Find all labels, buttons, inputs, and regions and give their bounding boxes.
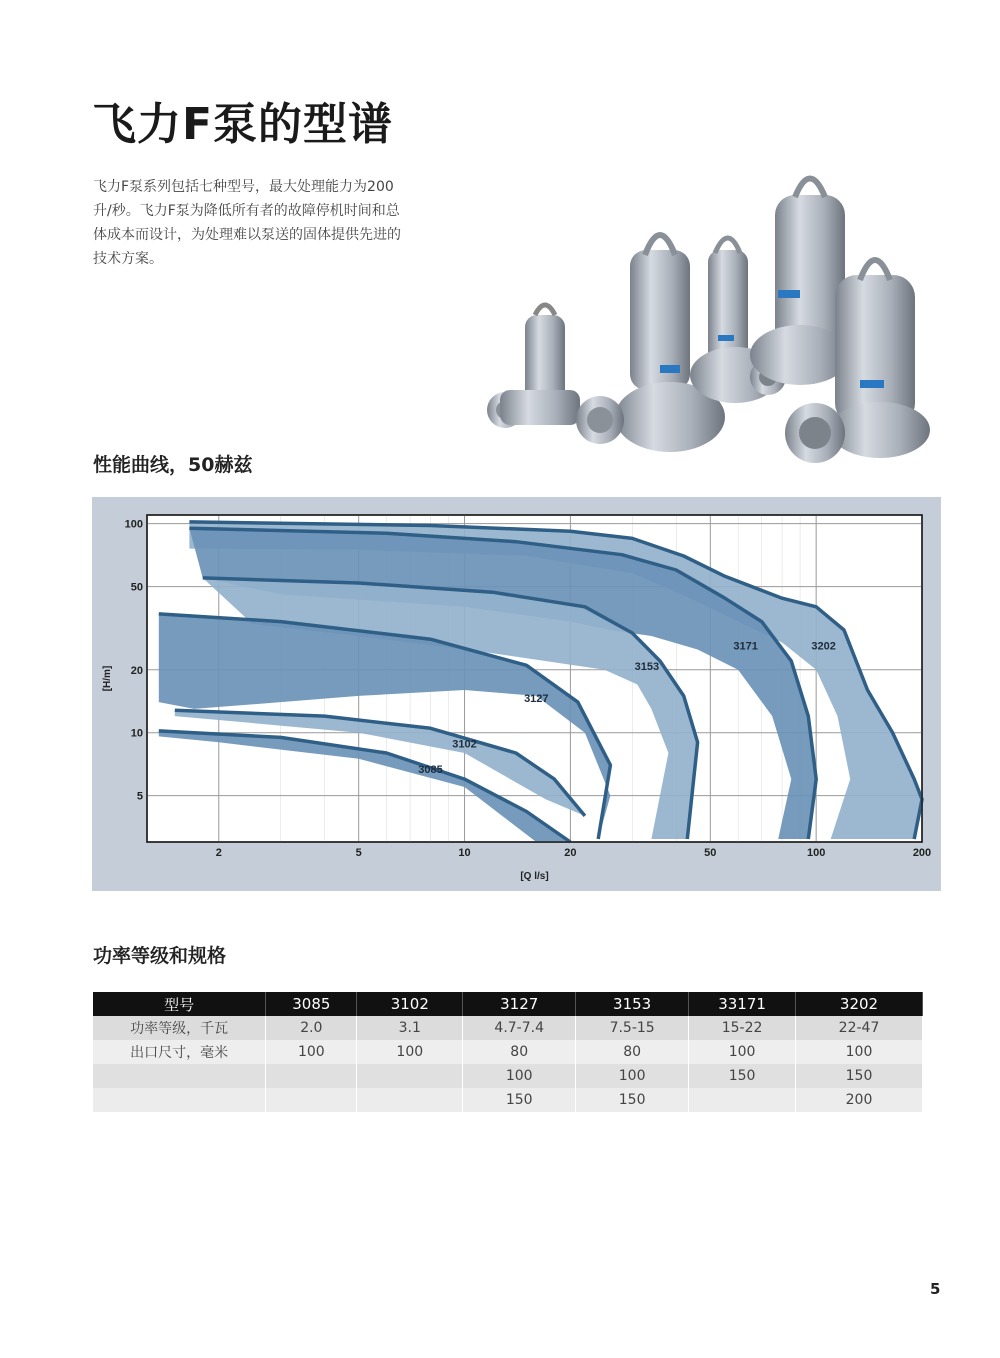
series-label: 3102 <box>452 738 477 751</box>
table-cell: 功率等级，千瓦 <box>93 1016 266 1040</box>
table-cell <box>357 1088 463 1112</box>
x-tick-label: 2 <box>215 847 222 859</box>
table-cell: 100 <box>689 1040 796 1064</box>
series-label: 3153 <box>634 660 660 673</box>
page-title: 飞力F泵的型谱 <box>92 99 394 150</box>
table-cell: 100 <box>576 1064 689 1088</box>
chart-section-title: 性能曲线，50赫兹 <box>93 454 253 476</box>
table-header-cell: 3127 <box>463 992 576 1016</box>
table-cell <box>93 1064 266 1088</box>
performance-chart-svg <box>92 497 941 891</box>
y-tick-label: 10 <box>130 727 143 740</box>
x-tick-label: 50 <box>704 847 717 859</box>
table-cell: 22-47 <box>796 1016 923 1040</box>
pump-small <box>487 305 580 428</box>
table-header-cell: 3202 <box>796 992 923 1016</box>
pump-medium <box>576 235 725 452</box>
table-header-cell: 3085 <box>266 992 357 1016</box>
table-cell: 150 <box>463 1088 576 1112</box>
table-cell: 15-22 <box>689 1016 796 1040</box>
table-row <box>93 1016 923 1040</box>
table-cell <box>689 1088 796 1112</box>
table-cell <box>93 1088 266 1112</box>
table-cell: 100 <box>266 1040 357 1064</box>
x-tick-label: 100 <box>806 847 826 859</box>
y-tick-label: 20 <box>130 664 143 677</box>
x-tick-label: 200 <box>912 847 932 859</box>
table-header-cell: 型号 <box>93 992 266 1016</box>
table-cell <box>266 1088 357 1112</box>
intro-paragraph: 飞力F泵系列包括七种型号，最大处理能力为200 升/秒。飞力F泵为降低所有者的故障停机时间和总体成本而设计，为处理难以泵送的固体提供先进的 技术方案。 <box>93 179 401 267</box>
table-cell: 100 <box>796 1040 923 1064</box>
table-cell: 80 <box>463 1040 576 1064</box>
y-axis-label: [H/m] <box>102 665 113 692</box>
series-label: 3171 <box>733 640 758 653</box>
pump-product-image <box>480 155 930 485</box>
table-cell: 4.7-7.4 <box>463 1016 576 1040</box>
table-cell <box>357 1064 463 1088</box>
table-header-cell: 3153 <box>576 992 689 1016</box>
y-tick-label: 50 <box>130 581 143 594</box>
table-cell: 150 <box>689 1064 796 1088</box>
table-cell: 100 <box>357 1040 463 1064</box>
table-header-cell: 3102 <box>357 992 463 1016</box>
series-label: 3202 <box>811 640 836 653</box>
table-cell: 80 <box>576 1040 689 1064</box>
table-cell: 2.0 <box>266 1016 357 1040</box>
table-row <box>93 1088 923 1112</box>
series-label: 3127 <box>524 693 549 706</box>
y-tick-label: 5 <box>136 790 143 803</box>
spec-table <box>93 992 923 1112</box>
table-cell: 150 <box>796 1064 923 1088</box>
table-cell: 150 <box>576 1088 689 1112</box>
table-section-title: 功率等级和规格 <box>93 945 227 967</box>
table-header-cell: 33171 <box>689 992 796 1016</box>
table-row <box>93 1040 923 1064</box>
x-tick-label: 10 <box>458 847 471 859</box>
table-cell <box>266 1064 357 1088</box>
table-cell: 200 <box>796 1088 923 1112</box>
x-tick-label: 5 <box>355 847 362 859</box>
y-tick-label: 100 <box>124 518 143 531</box>
page-number: 5 <box>930 1280 941 1298</box>
table-cell: 100 <box>463 1064 576 1088</box>
table-cell: 出口尺寸，毫米 <box>93 1040 266 1064</box>
x-tick-label: 20 <box>564 847 577 859</box>
x-axis-label: [Q l/s] <box>520 871 549 882</box>
table-cell: 3.1 <box>357 1016 463 1040</box>
table-cell: 7.5-15 <box>576 1016 689 1040</box>
table-header-row <box>93 992 923 1016</box>
table-row <box>93 1064 923 1088</box>
performance-chart <box>92 497 941 891</box>
series-label: 3085 <box>418 764 443 777</box>
